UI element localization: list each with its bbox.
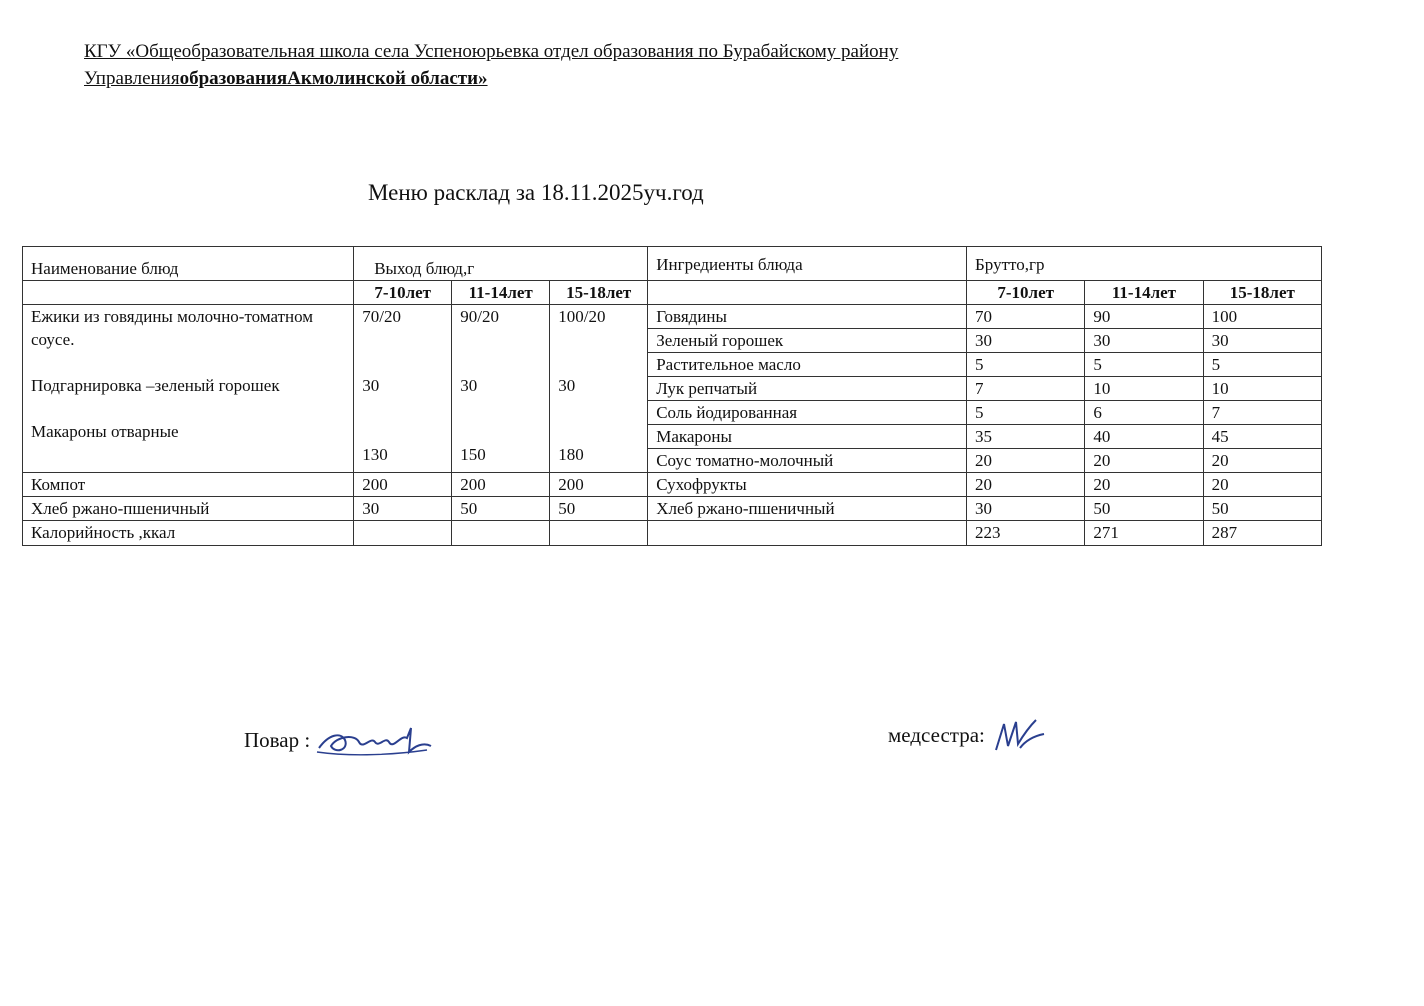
cook-signature-block [244, 722, 435, 762]
school-header [84, 38, 898, 92]
output-value: 50 [550, 497, 648, 521]
output-value: 100/20 [558, 307, 606, 326]
brutto-value: 35 [967, 425, 1085, 449]
table-subheader-row [23, 281, 1322, 305]
header-line-2-regular: Управления [84, 68, 180, 89]
empty-cell [648, 521, 967, 546]
output-value: 130 [362, 445, 388, 464]
nurse-label: медсестра: [888, 722, 985, 747]
output-value: 180 [558, 445, 584, 464]
brutto-value: 30 [967, 329, 1085, 353]
calories-value: 287 [1203, 521, 1321, 546]
cook-label: Повар : [244, 727, 311, 752]
subheader-age: 11-14лет [1085, 281, 1203, 305]
ingredient-name: Растительное масло [648, 353, 967, 377]
header-ingredients: Ингредиенты блюда [648, 247, 967, 281]
table-row-calories [23, 521, 1322, 546]
dish-names-cell [23, 305, 354, 473]
brutto-value: 5 [1203, 353, 1321, 377]
brutto-value: 30 [967, 497, 1085, 521]
brutto-value: 5 [1085, 353, 1203, 377]
output-value: 200 [354, 473, 452, 497]
nurse-signature-block [888, 714, 1050, 760]
brutto-value: 50 [1203, 497, 1321, 521]
brutto-value: 7 [967, 377, 1085, 401]
empty-cell [354, 521, 452, 546]
subheader-age: 7-10лет [967, 281, 1085, 305]
calories-value: 223 [967, 521, 1085, 546]
brutto-value: 20 [967, 473, 1085, 497]
brutto-value: 90 [1085, 305, 1203, 329]
brutto-value: 6 [1085, 401, 1203, 425]
brutto-value: 100 [1203, 305, 1321, 329]
brutto-value: 40 [1085, 425, 1203, 449]
table-row [23, 497, 1322, 521]
ingredient-name: Лук репчатый [648, 377, 967, 401]
header-line-2 [84, 65, 898, 92]
menu-title: Меню расклад за 18.11.2025уч.год [368, 180, 704, 205]
ingredient-name: Хлеб ржано-пшеничный [648, 497, 967, 521]
brutto-value: 5 [967, 401, 1085, 425]
calories-label: Калорийность ,ккал [23, 521, 354, 546]
dish-name: Хлеб ржано-пшеничный [23, 497, 354, 521]
ingredient-name: Сухофрукты [648, 473, 967, 497]
brutto-value: 20 [1085, 473, 1203, 497]
brutto-value: 70 [967, 305, 1085, 329]
ingredient-name: Макароны [648, 425, 967, 449]
dish-name: Макароны отварные [31, 422, 179, 441]
brutto-value: 10 [1085, 377, 1203, 401]
brutto-value: 50 [1085, 497, 1203, 521]
cook-signature-icon [315, 722, 435, 762]
empty-cell [550, 521, 648, 546]
table-row [23, 473, 1322, 497]
output-value: 70/20 [362, 307, 401, 326]
subheader-age: 15-18лет [1203, 281, 1321, 305]
brutto-value: 45 [1203, 425, 1321, 449]
dish-name: Ежики из говядины молочно-томатном соусе. [31, 307, 314, 349]
output-cell [354, 305, 452, 473]
output-value: 150 [460, 445, 486, 464]
output-cell [550, 305, 648, 473]
header-output: Выход блюд,г [354, 247, 648, 281]
brutto-value: 10 [1203, 377, 1321, 401]
brutto-value: 30 [1085, 329, 1203, 353]
output-value: 30 [460, 376, 478, 395]
brutto-value: 20 [1203, 449, 1321, 473]
nurse-signature-icon [990, 714, 1050, 760]
header-dish-name: Наименование блюд [23, 247, 354, 281]
output-value: 30 [362, 376, 380, 395]
brutto-value: 5 [967, 353, 1085, 377]
output-value: 50 [452, 497, 550, 521]
brutto-value: 20 [1203, 473, 1321, 497]
dish-name: Подгарнировка –зеленый горошек [31, 376, 280, 395]
subheader-age: 15-18лет [550, 281, 648, 305]
ingredient-name: Соус томатно-молочный [648, 449, 967, 473]
brutto-value: 30 [1203, 329, 1321, 353]
header-brutto: Брутто,гр [967, 247, 1322, 281]
brutto-value: 20 [1085, 449, 1203, 473]
output-value: 200 [550, 473, 648, 497]
brutto-value: 7 [1203, 401, 1321, 425]
table-row [23, 305, 1322, 329]
output-value: 30 [558, 376, 576, 395]
ingredient-name: Соль йодированная [648, 401, 967, 425]
empty-cell [452, 521, 550, 546]
ingredient-name: Зеленый горошек [648, 329, 967, 353]
brutto-value: 20 [967, 449, 1085, 473]
subheader-age: 7-10лет [354, 281, 452, 305]
menu-table [22, 246, 1322, 546]
header-line-1: КГУ «Общеобразовательная школа села Успеноюрьевка отдел образования по Бурабайскому району [84, 41, 899, 62]
table-header-row [23, 247, 1322, 281]
ingredient-name: Говядины [648, 305, 967, 329]
output-value: 30 [354, 497, 452, 521]
output-cell [452, 305, 550, 473]
calories-value: 271 [1085, 521, 1203, 546]
subheader-empty [648, 281, 967, 305]
subheader-empty [23, 281, 354, 305]
subheader-age: 11-14лет [452, 281, 550, 305]
output-value: 90/20 [460, 307, 499, 326]
output-value: 200 [452, 473, 550, 497]
header-line-2-bold: образованияАкмолинской области» [179, 68, 488, 89]
dish-name: Компот [23, 473, 354, 497]
